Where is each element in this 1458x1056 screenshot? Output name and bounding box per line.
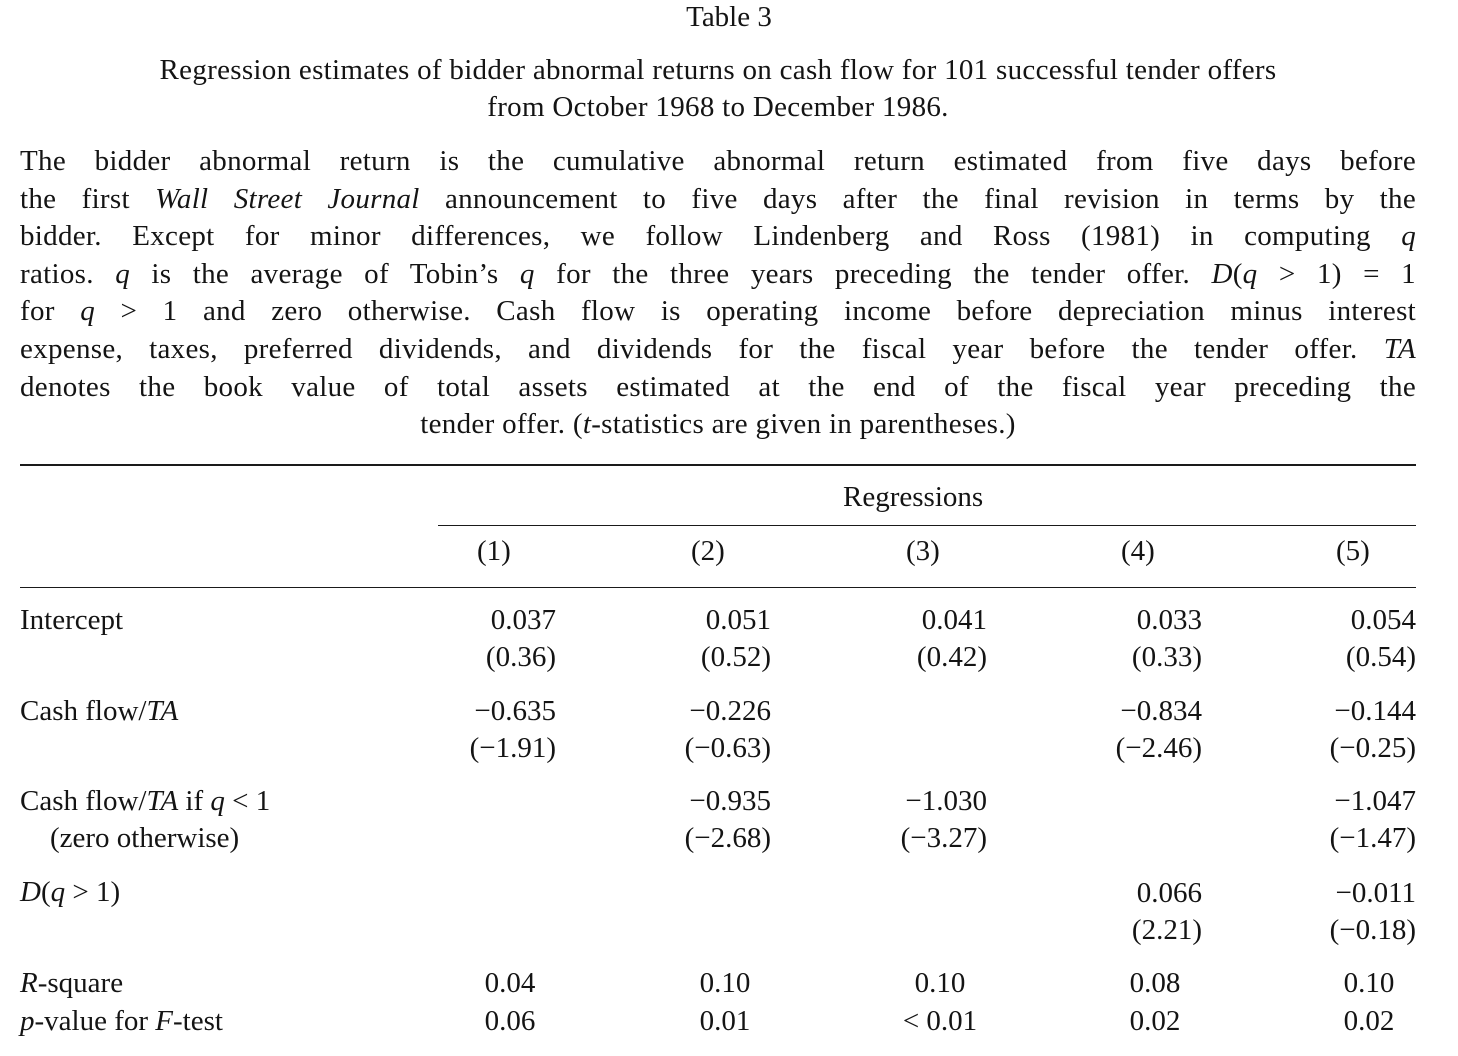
table-caption xyxy=(20,52,1416,126)
table-cell: −0.635 xyxy=(474,695,556,727)
table-cell: (−0.63) xyxy=(684,732,771,764)
table-cell: 0.01 xyxy=(699,1005,751,1037)
note-line-5: for q > 1 and zero otherwise. Cash flow is operating income before depreciation minus interest xyxy=(20,295,1417,328)
table-cell: (−2.46) xyxy=(1115,732,1202,764)
table-cell: 0.10 xyxy=(699,967,751,999)
table-cell: (0.36) xyxy=(485,641,556,673)
column-header-1: (1) xyxy=(477,535,511,567)
table-cell: (0.52) xyxy=(700,641,771,673)
row-label-cashflow: Cash flow/TA xyxy=(20,695,179,727)
regressions-header: Regressions xyxy=(843,481,984,513)
note-line-4: ratios. q is the average of Tobin’s q for the three years preceding the tender offer. D(q > 1) = 1 xyxy=(20,257,1416,290)
table-cell: (2.21) xyxy=(1131,914,1202,946)
table-cell: 0.02 xyxy=(1343,1005,1395,1037)
table-cell: 0.054 xyxy=(1350,604,1416,636)
table-cell: −1.030 xyxy=(905,785,987,817)
table-cell: 0.051 xyxy=(705,604,771,636)
table-cell: 0.10 xyxy=(914,967,966,999)
table-cell: (−3.27) xyxy=(900,822,987,854)
table-cell: −0.935 xyxy=(689,785,771,817)
note-line-2: the first Wall Street Journal announcement to five days after the final revision in terms by the xyxy=(20,182,1416,215)
column-header-5: (5) xyxy=(1336,535,1370,567)
table-cell: 0.041 xyxy=(921,604,987,636)
regressions-rule xyxy=(438,525,1416,526)
caption-line-1: Regression estimates of bidder abnormal returns on cash flow for 101 successful tender offers xyxy=(159,54,1277,86)
table-cell: (−2.68) xyxy=(684,822,771,854)
column-header-2: (2) xyxy=(691,535,725,567)
table-cell: 0.04 xyxy=(484,967,536,999)
table-cell: (0.33) xyxy=(1131,641,1202,673)
header-rule xyxy=(20,587,1416,588)
table-cell: < 0.01 xyxy=(902,1005,978,1037)
row-label-pvalue: p-value for F-test xyxy=(20,1005,223,1037)
table-cell: (0.54) xyxy=(1345,641,1416,673)
note-line-1: The bidder abnormal return is the cumulative abnormal return estimated from five days before xyxy=(20,145,1416,177)
top-rule xyxy=(20,464,1416,466)
row-sublabel-zero-otherwise: (zero otherwise) xyxy=(50,822,240,854)
row-label-dq: D(q > 1) xyxy=(20,876,121,908)
table-cell: 0.08 xyxy=(1129,967,1181,999)
table-cell: −0.834 xyxy=(1120,695,1202,727)
row-label-intercept: Intercept xyxy=(20,604,124,636)
table-cell: −0.011 xyxy=(1335,877,1416,909)
row-label-cashflow-q: Cash flow/TA if q < 1 (zero otherwise) xyxy=(20,783,270,857)
column-header-4: (4) xyxy=(1121,535,1155,567)
caption-line-2: from October 1968 to December 1986. xyxy=(487,91,949,123)
table-cell: (−0.25) xyxy=(1329,732,1416,764)
table-cell: 0.10 xyxy=(1343,967,1395,999)
table-cell: (0.42) xyxy=(916,641,987,673)
note-line-7: denotes the book value of total assets estimated at the end of the fiscal year preceding the xyxy=(20,370,1416,403)
table-cell: 0.06 xyxy=(484,1005,536,1037)
table-cell: −1.047 xyxy=(1334,785,1416,817)
table-cell: −0.144 xyxy=(1334,695,1416,727)
table-cell: 0.033 xyxy=(1136,604,1202,636)
note-line-8: tender offer. (t-statistics are given in parentheses.) xyxy=(420,408,1016,441)
table-cell: (−1.91) xyxy=(469,732,556,764)
table-note xyxy=(20,143,1416,444)
note-line-6: expense, taxes, preferred dividends, and dividends for the fiscal year before the tender offer. TA xyxy=(20,332,1416,365)
table-cell: (−0.18) xyxy=(1329,914,1416,946)
row-label-rsquare: R-square xyxy=(20,967,124,999)
table-cell: (−1.47) xyxy=(1329,822,1416,854)
column-header-3: (3) xyxy=(906,535,940,567)
table-cell: 0.037 xyxy=(490,604,556,636)
table-cell: 0.066 xyxy=(1136,877,1202,909)
table-title: Table 3 xyxy=(686,1,772,33)
table-cell: −0.226 xyxy=(689,695,771,727)
table-cell: 0.02 xyxy=(1129,1005,1181,1037)
note-line-3: bidder. Except for minor differences, we follow Lindenberg and Ross (1981) in computing q xyxy=(20,220,1416,253)
